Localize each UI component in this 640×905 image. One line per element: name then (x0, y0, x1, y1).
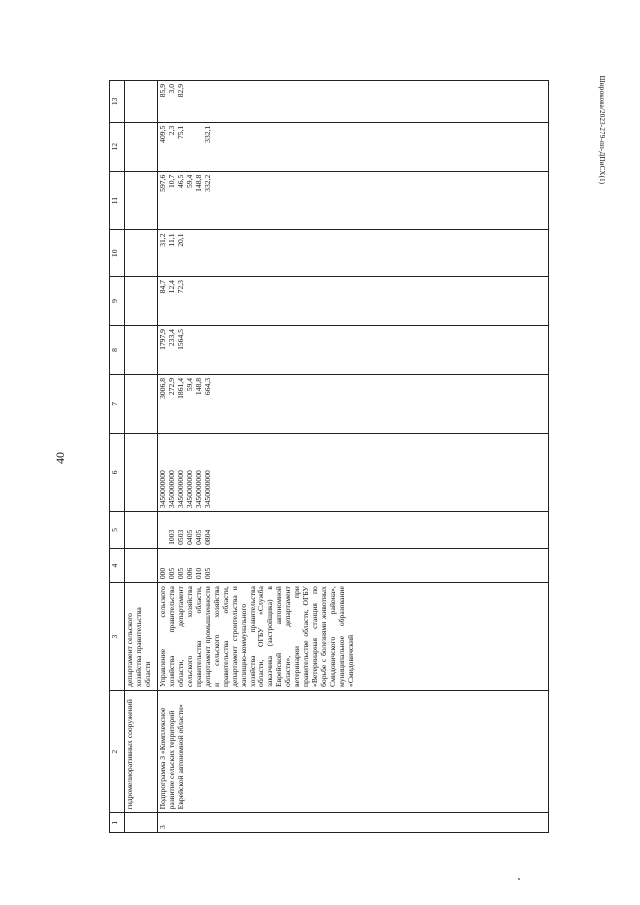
page-number: 40 (53, 452, 67, 464)
value-line: 006 (184, 567, 194, 580)
cell-target-article (158, 433, 549, 511)
value-line: 000 (158, 567, 167, 580)
value-line: 148,8 (193, 378, 203, 396)
cell-empty (125, 122, 158, 171)
value-line: 82,9 (175, 84, 185, 98)
cell-program-name: гидромелиоративных сооружений (125, 690, 158, 812)
cell-empty (125, 326, 158, 375)
cell-program-name: Подпрограмма 3 «Комплексное развитие сельских территорий Еврейской автономной области» (158, 690, 549, 812)
value-line: 010 (193, 567, 203, 580)
value-line: 12,4 (166, 280, 176, 294)
value-line (186, 126, 195, 168)
value-line: 3006,8 (158, 378, 167, 399)
value-line: 1861,4 (175, 378, 185, 399)
col-header-3: 3 (110, 583, 125, 691)
value-line: 233,4 (166, 329, 176, 347)
value-line: 75,1 (175, 125, 185, 140)
value-line: 10,7 (166, 174, 176, 189)
cell-empty (125, 171, 158, 230)
cell-empty (125, 433, 158, 511)
cell-number: 3 (158, 813, 549, 833)
value-line: 3,0 (166, 84, 176, 94)
cell-executor: департамент сельского хозяйства правительства области (125, 583, 158, 691)
cell-executor: Управление сельского хозяйства правительства области, департамент сельского хозяйства правительства области, департамент промышленности и сельского хозяйства правительства области, департамент строительства и жилищно-коммунального хозяйства правительства области, ОГБУ «Служба заказчика (застройщика) в Еврейской автономной области», департамент ветеринарии при правительстве области, ОГБУ «Ветеринарная станция по борьбе с болезнями животных Смидовичского района», муниципальное образование «Смидовичский (158, 583, 549, 691)
table-row (158, 81, 549, 833)
col-header-11: 11 (110, 171, 125, 230)
rotated-table-container (109, 80, 577, 833)
value-line: 3450000000 (166, 470, 176, 509)
col-header-9: 9 (110, 277, 125, 326)
col-header-5: 5 (110, 512, 125, 549)
value-line: 46,5 (175, 174, 185, 189)
value-line: 1564,5 (175, 329, 185, 350)
cell-empty (125, 548, 158, 582)
cell-year-12 (158, 122, 549, 171)
cell-number (125, 813, 158, 833)
value-line: 11,1 (166, 233, 176, 247)
col-header-13: 13 (110, 81, 125, 123)
table-viewport (109, 80, 577, 833)
header-row (110, 81, 125, 833)
value-line: 0503 (175, 529, 185, 545)
value-line: 148,8 (193, 174, 203, 192)
value-line: 59,4 (184, 174, 194, 189)
value-line: 0405 (193, 529, 203, 545)
col-header-8: 8 (110, 326, 125, 375)
value-line: 1003 (166, 529, 176, 545)
value-line: 3450000000 (158, 470, 167, 509)
cell-year-11 (158, 171, 549, 230)
cell-empty (125, 81, 158, 123)
cell-grbs (158, 548, 549, 582)
col-header-7: 7 (110, 375, 125, 434)
col-header-4: 4 (110, 548, 125, 582)
value-line: 664,3 (202, 378, 212, 396)
value-line: 3450000000 (175, 470, 185, 509)
cell-year-10 (158, 230, 549, 277)
cell-year-9 (158, 277, 549, 326)
budget-table (109, 80, 549, 833)
value-line: 2,3 (166, 125, 176, 136)
table-row (125, 81, 158, 833)
value-line: 84,7 (158, 280, 167, 294)
cell-empty (125, 512, 158, 549)
value-line: 332,2 (202, 174, 212, 192)
value-line: 85,9 (158, 84, 167, 98)
scan-speck (518, 878, 520, 880)
cell-year-13 (158, 81, 549, 123)
value-line: 31,2 (158, 233, 167, 247)
document-id: Широкова/2023-279-пп-ДПиСХ(1) (598, 75, 606, 185)
value-line: 3450000000 (184, 470, 194, 509)
cell-empty (125, 375, 158, 434)
value-line: 0405 (184, 529, 194, 545)
col-header-10: 10 (110, 230, 125, 277)
cell-section (158, 512, 549, 549)
cell-empty (125, 277, 158, 326)
value-line: 59,4 (184, 378, 194, 392)
cell-empty (125, 230, 158, 277)
cell-year-8 (158, 326, 549, 375)
value-line: 409,5 (158, 125, 167, 143)
value-line: 3450000000 (202, 470, 212, 509)
value-line: 597,6 (158, 174, 167, 192)
value-line: 72,3 (175, 280, 185, 294)
value-line: 1797,9 (158, 329, 167, 350)
col-header-1: 1 (110, 813, 125, 833)
value-line: 0804 (202, 529, 212, 545)
value-line: 332,1 (202, 125, 212, 143)
value-line: 272,9 (166, 378, 176, 396)
col-header-12: 12 (110, 122, 125, 171)
value-line: 3450000000 (193, 470, 203, 509)
value-line: 005 (202, 567, 212, 580)
cell-total (158, 375, 549, 434)
value-line: 005 (175, 567, 185, 580)
col-header-6: 6 (110, 433, 125, 511)
value-line: 20,1 (175, 233, 185, 247)
col-header-2: 2 (110, 690, 125, 812)
value-line: 005 (166, 567, 176, 580)
